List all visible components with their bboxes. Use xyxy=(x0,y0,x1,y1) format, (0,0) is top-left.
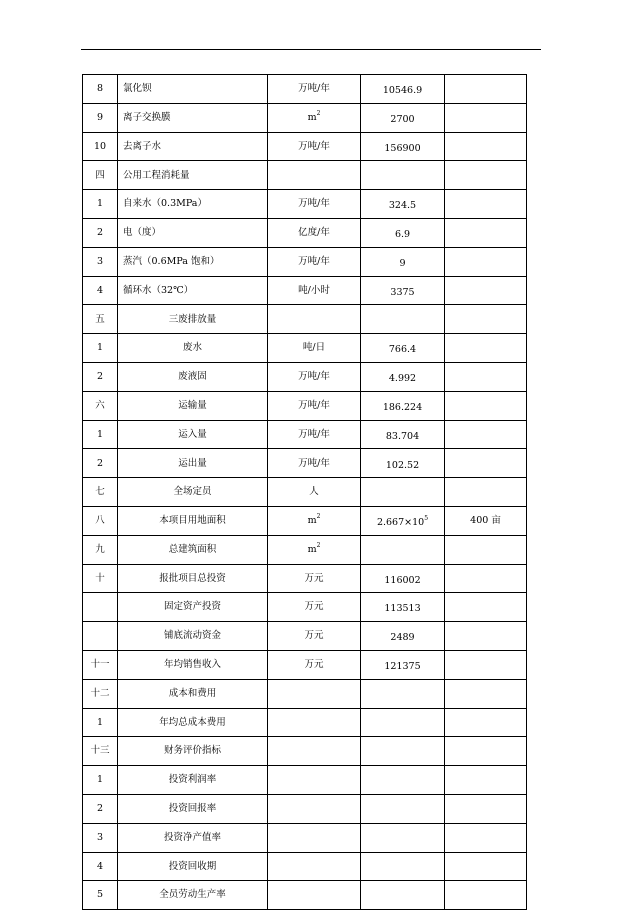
row-number xyxy=(83,564,118,593)
item-name-text: 运出量 xyxy=(178,457,207,469)
table-row xyxy=(83,622,527,651)
table-row xyxy=(83,478,527,507)
note xyxy=(445,75,527,104)
item-name xyxy=(118,478,268,507)
note xyxy=(445,794,527,823)
item-name-text: 报批项目总投资 xyxy=(159,572,226,584)
row-number-text: 1 xyxy=(96,774,104,786)
value xyxy=(361,766,445,795)
value-text: 186.224 xyxy=(382,401,423,413)
item-name xyxy=(118,622,268,651)
item-name-text: 年均销售收入 xyxy=(163,659,221,671)
note xyxy=(445,334,527,363)
unit-superscript: 2 xyxy=(316,513,321,521)
row-number xyxy=(83,737,118,766)
row-number-text: 十 xyxy=(95,572,105,584)
row-number xyxy=(83,132,118,161)
note xyxy=(445,650,527,679)
note xyxy=(445,190,527,219)
value-text: 2700 xyxy=(390,113,415,125)
note xyxy=(445,823,527,852)
item-name-text: 运输量 xyxy=(178,399,207,411)
value xyxy=(361,132,445,161)
value xyxy=(361,564,445,593)
value xyxy=(361,881,445,910)
item-name-text: 自来水（0.3MPa） xyxy=(123,198,207,210)
row-number xyxy=(83,881,118,910)
value-text: 2489 xyxy=(390,632,415,644)
table-row xyxy=(83,593,527,622)
note xyxy=(445,161,527,190)
item-name-text: 废液固 xyxy=(178,371,207,383)
note xyxy=(445,218,527,247)
note xyxy=(445,276,527,305)
item-name-text: 去离子水 xyxy=(123,140,162,152)
table-row xyxy=(83,103,527,132)
value xyxy=(361,420,445,449)
unit-text: m xyxy=(307,111,317,123)
note xyxy=(445,247,527,276)
table-row xyxy=(83,679,527,708)
item-name xyxy=(118,334,268,363)
note xyxy=(445,449,527,478)
unit-text: 万吨/年 xyxy=(298,198,330,210)
row-number-text: 七 xyxy=(95,486,105,498)
table-row xyxy=(83,506,527,535)
row-number xyxy=(83,449,118,478)
row-number-text: 1 xyxy=(96,198,104,210)
value-text: 83.704 xyxy=(385,430,420,442)
item-name-text: 离子交换膜 xyxy=(123,111,171,123)
note xyxy=(445,362,527,391)
value xyxy=(361,218,445,247)
item-name xyxy=(118,247,268,276)
row-number xyxy=(83,794,118,823)
table-row xyxy=(83,852,527,881)
value-text: 2.667×10 xyxy=(376,517,425,529)
row-number-text: 4 xyxy=(96,860,104,872)
unit xyxy=(268,75,361,104)
item-name-text: 三废排放量 xyxy=(168,313,217,325)
item-name-text: 废水 xyxy=(182,342,202,354)
row-number-text: 2 xyxy=(96,371,104,383)
value xyxy=(361,535,445,564)
note xyxy=(445,766,527,795)
value-text: 10546.9 xyxy=(382,85,423,97)
note xyxy=(445,535,527,564)
value xyxy=(361,650,445,679)
data-table xyxy=(82,74,527,910)
item-name-text: 投资回收期 xyxy=(168,860,217,872)
item-name xyxy=(118,708,268,737)
unit xyxy=(268,247,361,276)
value-text: 6.9 xyxy=(394,229,411,241)
table-row xyxy=(83,276,527,305)
table-row xyxy=(83,737,527,766)
unit xyxy=(268,881,361,910)
unit xyxy=(268,794,361,823)
item-name-text: 财务评价指标 xyxy=(163,745,221,757)
row-number xyxy=(83,305,118,334)
unit-text: m xyxy=(307,515,317,527)
item-name xyxy=(118,766,268,795)
item-name xyxy=(118,190,268,219)
item-name xyxy=(118,535,268,564)
table-row xyxy=(83,650,527,679)
row-number xyxy=(83,247,118,276)
item-name-text: 循环水（32℃） xyxy=(123,284,194,296)
note xyxy=(445,708,527,737)
value xyxy=(361,823,445,852)
value-text: 4.992 xyxy=(388,373,417,385)
unit-text: 万吨/年 xyxy=(298,255,330,267)
row-number-text: 3 xyxy=(96,255,104,267)
item-name xyxy=(118,75,268,104)
row-number-text: 九 xyxy=(95,543,105,555)
table-row xyxy=(83,75,527,104)
item-name xyxy=(118,449,268,478)
row-number-text: 八 xyxy=(95,515,105,527)
value xyxy=(361,478,445,507)
item-name-text: 公用工程消耗量 xyxy=(123,169,190,181)
item-name xyxy=(118,593,268,622)
note xyxy=(445,132,527,161)
value-text: 102.52 xyxy=(385,459,420,471)
row-number xyxy=(83,823,118,852)
value xyxy=(361,449,445,478)
value-text: 9 xyxy=(399,257,406,269)
item-name-text: 氯化钡 xyxy=(123,83,152,95)
unit xyxy=(268,564,361,593)
unit xyxy=(268,506,361,535)
table-row xyxy=(83,247,527,276)
item-name xyxy=(118,881,268,910)
item-name xyxy=(118,420,268,449)
unit xyxy=(268,391,361,420)
table-row xyxy=(83,132,527,161)
value-text: 156900 xyxy=(384,142,421,154)
table-row xyxy=(83,161,527,190)
item-name xyxy=(118,391,268,420)
unit xyxy=(268,766,361,795)
table-row xyxy=(83,766,527,795)
value-text: 3375 xyxy=(390,286,415,298)
table-row xyxy=(83,708,527,737)
unit xyxy=(268,449,361,478)
item-name-text: 运入量 xyxy=(178,428,207,440)
item-name xyxy=(118,362,268,391)
item-name xyxy=(118,218,268,247)
note xyxy=(445,506,527,535)
unit xyxy=(268,622,361,651)
row-number xyxy=(83,622,118,651)
table-row xyxy=(83,334,527,363)
unit-text: 人 xyxy=(309,486,319,498)
value xyxy=(361,190,445,219)
row-number-text: 8 xyxy=(96,83,104,95)
row-number xyxy=(83,190,118,219)
value xyxy=(361,103,445,132)
value xyxy=(361,334,445,363)
unit xyxy=(268,679,361,708)
row-number xyxy=(83,334,118,363)
note xyxy=(445,564,527,593)
unit xyxy=(268,478,361,507)
value-text: 121375 xyxy=(384,661,421,673)
row-number-text: 5 xyxy=(96,889,104,901)
row-number xyxy=(83,75,118,104)
note xyxy=(445,622,527,651)
unit-text: 万元 xyxy=(304,659,324,671)
unit-text: 万吨/年 xyxy=(298,457,330,469)
row-number xyxy=(83,391,118,420)
value-superscript: 5 xyxy=(424,515,429,523)
header-rule xyxy=(81,49,541,50)
unit-text: 吨/日 xyxy=(302,342,326,354)
unit xyxy=(268,334,361,363)
item-name-text: 全场定员 xyxy=(173,486,212,498)
table-row xyxy=(83,794,527,823)
item-name-text: 总建筑面积 xyxy=(168,543,217,555)
note xyxy=(445,103,527,132)
table-row xyxy=(83,564,527,593)
row-number-text: 10 xyxy=(93,140,107,152)
table-row xyxy=(83,190,527,219)
value xyxy=(361,276,445,305)
value xyxy=(361,75,445,104)
unit-text: 万元 xyxy=(304,601,324,613)
value-text: 766.4 xyxy=(388,344,417,356)
unit-superscript: 2 xyxy=(316,109,321,117)
unit xyxy=(268,737,361,766)
table-row xyxy=(83,362,527,391)
item-name xyxy=(118,132,268,161)
row-number-text: 十二 xyxy=(90,687,110,699)
value xyxy=(361,622,445,651)
note-text: 400 亩 xyxy=(470,515,501,527)
unit-superscript: 2 xyxy=(316,541,321,549)
item-name xyxy=(118,103,268,132)
row-number-text: 2 xyxy=(96,457,104,469)
item-name-text: 全员劳动生产率 xyxy=(159,889,226,901)
row-number xyxy=(83,852,118,881)
row-number-text: 1 xyxy=(96,342,104,354)
item-name-text: 蒸汽（0.6MPa 饱和） xyxy=(123,255,220,267)
item-name xyxy=(118,276,268,305)
unit-text: 万吨/年 xyxy=(298,140,330,152)
row-number-text: 1 xyxy=(96,428,104,440)
row-number xyxy=(83,276,118,305)
note xyxy=(445,420,527,449)
unit-text: 万吨/年 xyxy=(298,428,330,440)
note xyxy=(445,478,527,507)
row-number-text: 4 xyxy=(96,284,104,296)
row-number-text: 五 xyxy=(95,313,105,325)
unit-text: 万吨/年 xyxy=(298,371,330,383)
value xyxy=(361,737,445,766)
unit xyxy=(268,161,361,190)
item-name xyxy=(118,823,268,852)
table-row xyxy=(83,391,527,420)
row-number xyxy=(83,478,118,507)
row-number xyxy=(83,506,118,535)
unit xyxy=(268,708,361,737)
note xyxy=(445,391,527,420)
unit xyxy=(268,218,361,247)
value xyxy=(361,305,445,334)
value xyxy=(361,708,445,737)
row-number-text: 1 xyxy=(96,716,104,728)
row-number-text: 十一 xyxy=(90,659,110,671)
table-row xyxy=(83,420,527,449)
item-name xyxy=(118,305,268,334)
row-number xyxy=(83,766,118,795)
row-number-text: 四 xyxy=(95,169,105,181)
table-row xyxy=(83,881,527,910)
item-name-text: 电（度） xyxy=(123,227,162,239)
value xyxy=(361,852,445,881)
row-number xyxy=(83,650,118,679)
table-row xyxy=(83,305,527,334)
unit xyxy=(268,305,361,334)
item-name-text: 投资回报率 xyxy=(168,803,217,815)
unit xyxy=(268,593,361,622)
value xyxy=(361,506,445,535)
table-row xyxy=(83,535,527,564)
item-name xyxy=(118,650,268,679)
row-number xyxy=(83,535,118,564)
item-name-text: 铺底流动资金 xyxy=(163,630,221,642)
value xyxy=(361,593,445,622)
unit xyxy=(268,823,361,852)
unit xyxy=(268,132,361,161)
unit-text: 万吨/年 xyxy=(298,83,330,95)
table-row xyxy=(83,823,527,852)
item-name-text: 本项目用地面积 xyxy=(159,515,226,527)
row-number-text: 六 xyxy=(95,399,105,411)
item-name-text: 投资利润率 xyxy=(168,774,217,786)
table-row xyxy=(83,218,527,247)
value-text: 116002 xyxy=(384,574,421,586)
value xyxy=(361,362,445,391)
item-name-text: 年均总成本费用 xyxy=(159,716,226,728)
row-number-text: 9 xyxy=(96,111,104,123)
unit xyxy=(268,362,361,391)
row-number-text: 2 xyxy=(96,227,104,239)
value xyxy=(361,679,445,708)
unit xyxy=(268,190,361,219)
unit-text: 万元 xyxy=(304,572,324,584)
row-number xyxy=(83,161,118,190)
unit xyxy=(268,852,361,881)
note xyxy=(445,737,527,766)
row-number-text: 2 xyxy=(96,803,104,815)
item-name xyxy=(118,506,268,535)
note xyxy=(445,852,527,881)
item-name xyxy=(118,852,268,881)
item-name-text: 成本和费用 xyxy=(168,687,217,699)
note xyxy=(445,305,527,334)
row-number-text: 3 xyxy=(96,831,104,843)
unit xyxy=(268,276,361,305)
value xyxy=(361,391,445,420)
item-name xyxy=(118,679,268,708)
value xyxy=(361,247,445,276)
unit-text: 吨/小时 xyxy=(298,284,330,296)
row-number xyxy=(83,708,118,737)
row-number xyxy=(83,679,118,708)
unit xyxy=(268,650,361,679)
note xyxy=(445,593,527,622)
table-row xyxy=(83,449,527,478)
value-text: 113513 xyxy=(384,603,421,615)
unit-text: m xyxy=(307,543,317,555)
row-number xyxy=(83,420,118,449)
unit xyxy=(268,103,361,132)
unit xyxy=(268,420,361,449)
item-name-text: 投资净产值率 xyxy=(163,831,221,843)
row-number xyxy=(83,362,118,391)
unit xyxy=(268,535,361,564)
item-name-text: 固定资产投资 xyxy=(163,601,221,613)
row-number xyxy=(83,103,118,132)
item-name xyxy=(118,564,268,593)
note xyxy=(445,679,527,708)
unit-text: 万元 xyxy=(304,630,324,642)
unit-text: 万吨/年 xyxy=(298,399,330,411)
value-text: 324.5 xyxy=(388,200,417,212)
value xyxy=(361,161,445,190)
data-table-body xyxy=(83,75,527,910)
note xyxy=(445,881,527,910)
row-number xyxy=(83,593,118,622)
row-number-text: 十三 xyxy=(90,745,110,757)
item-name xyxy=(118,794,268,823)
value xyxy=(361,794,445,823)
item-name xyxy=(118,161,268,190)
row-number xyxy=(83,218,118,247)
item-name xyxy=(118,737,268,766)
unit-text: 亿度/年 xyxy=(298,227,330,239)
